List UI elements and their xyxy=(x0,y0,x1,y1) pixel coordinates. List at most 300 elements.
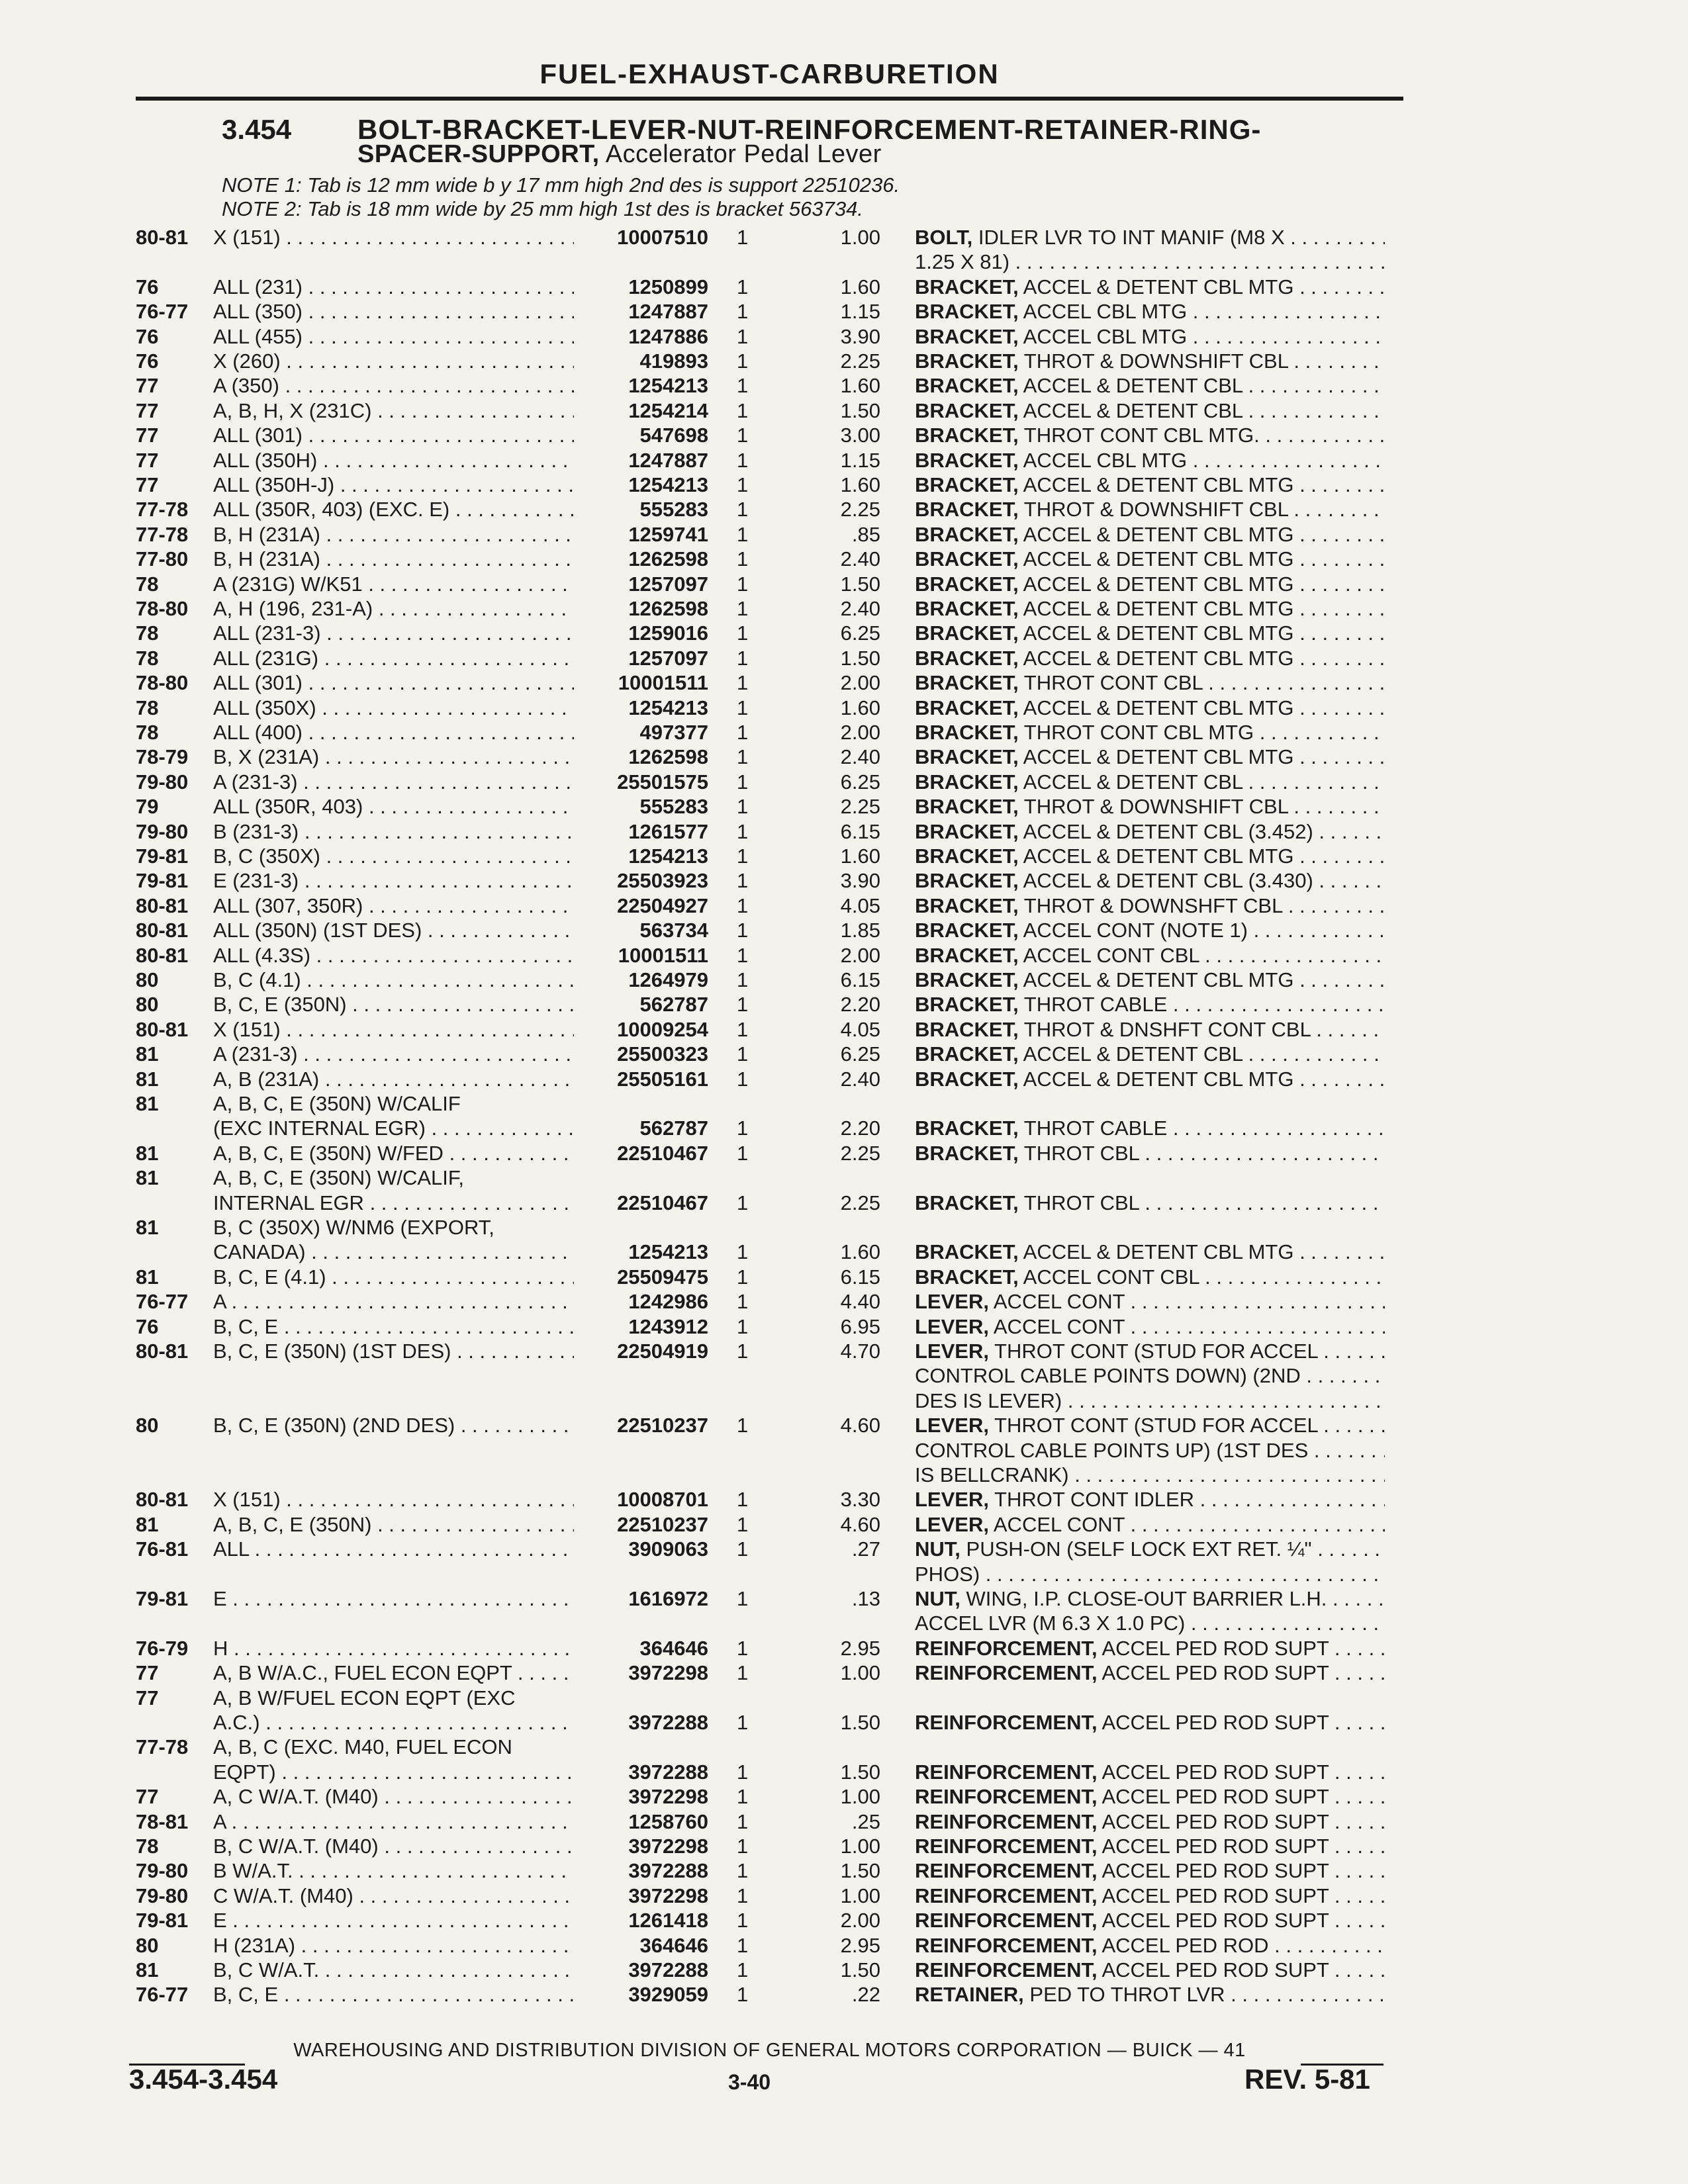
quantity-cell: 1 xyxy=(737,1488,749,1512)
description-part-name: BRACKET, xyxy=(915,324,1019,348)
year-cell: 79-80 xyxy=(136,770,189,794)
description-cell xyxy=(915,324,1385,349)
table-row xyxy=(0,868,1688,893)
price-cell: 1.00 xyxy=(840,1785,880,1809)
description-text: ACCEL & DETENT CBL xyxy=(1023,374,1243,398)
quantity-cell: 1 xyxy=(737,1785,749,1809)
table-row xyxy=(0,299,1688,324)
description-text: ACCEL LVR (M 6.3 X 1.0 PC) xyxy=(915,1612,1186,1635)
description-cell xyxy=(915,1339,1385,1364)
description-cell xyxy=(915,1834,1385,1859)
price-cell: 1.60 xyxy=(840,275,880,298)
description-text: ACCEL CBL MTG xyxy=(1023,300,1188,324)
part-number-cell: 497377 xyxy=(639,721,708,744)
description-cell xyxy=(915,1858,1385,1884)
model-cell: A . . . xyxy=(213,1809,574,1835)
description-part-name: BRACKET, xyxy=(915,696,1019,719)
description-part-name: BRACKET, xyxy=(915,1017,1019,1041)
part-number-cell: 364646 xyxy=(639,1636,708,1660)
description-text: ACCEL & DETENT CBL xyxy=(1023,1042,1243,1066)
model-cell: A, B (231A) . . . xyxy=(213,1067,574,1092)
description-part-name: BRACKET, xyxy=(915,1141,1019,1165)
part-number-cell: 25501575 xyxy=(617,770,708,794)
table-row xyxy=(0,1686,1688,1711)
table-row xyxy=(0,1314,1688,1340)
model-cell: A, B W/FUEL ECON EQPT (EXC xyxy=(213,1686,516,1709)
price-cell: 2.95 xyxy=(840,1636,880,1660)
quantity-cell: 1 xyxy=(737,1983,749,2007)
table-row xyxy=(0,1042,1688,1067)
part-number-cell: 3972288 xyxy=(628,1711,708,1734)
year-cell: 81 xyxy=(136,1092,159,1115)
part-number-cell: 1247887 xyxy=(628,448,708,472)
model-cell: A . . . xyxy=(213,1289,574,1314)
quantity-cell: 1 xyxy=(737,1290,749,1314)
part-number-cell: 562787 xyxy=(639,1116,708,1140)
description-part-name: BRACKET, xyxy=(915,473,1019,496)
description-part-name: BRACKET, xyxy=(915,597,1019,620)
year-cell: 80-81 xyxy=(136,1340,189,1363)
table-row xyxy=(0,324,1688,349)
price-cell: 2.00 xyxy=(840,721,880,744)
model-cell: X (151) . . . xyxy=(213,1487,574,1512)
description-part-name: BRACKET, xyxy=(915,1042,1019,1066)
description-cell xyxy=(915,1958,1385,1983)
table-row xyxy=(0,968,1688,993)
description-text: ACCEL PED ROD SUPT xyxy=(1102,1958,1329,1981)
table-row xyxy=(0,1908,1688,1933)
description-cell xyxy=(915,473,1385,498)
description-cell xyxy=(915,1463,1385,1488)
model-cell: E (231-3) . . . xyxy=(213,868,574,893)
price-cell: 6.25 xyxy=(840,621,880,645)
description-cell xyxy=(915,1191,1385,1216)
year-cell: 80-81 xyxy=(136,226,189,249)
description-part-name: BRACKET, xyxy=(915,547,1019,571)
quantity-cell: 1 xyxy=(737,1191,749,1214)
year-cell: 78-80 xyxy=(136,671,189,695)
table-row xyxy=(0,844,1688,869)
model-cell: (EXC INTERNAL EGR) . . . xyxy=(213,1116,574,1141)
year-cell: 80 xyxy=(136,1933,159,1957)
price-cell: 1.50 xyxy=(840,398,880,422)
table-row xyxy=(0,670,1688,696)
year-cell: 80 xyxy=(136,968,159,991)
quantity-cell: 1 xyxy=(737,819,749,843)
part-number-cell: 1262598 xyxy=(628,547,708,571)
price-cell: 1.50 xyxy=(840,1711,880,1734)
quantity-cell: 1 xyxy=(737,1017,749,1041)
year-cell: 77 xyxy=(136,424,159,447)
table-row xyxy=(0,1858,1688,1884)
model-cell: ALL (350) . . . xyxy=(213,299,574,324)
table-row xyxy=(0,1141,1688,1166)
price-cell: 6.15 xyxy=(840,1265,880,1289)
description-part-name: BRACKET, xyxy=(915,968,1019,991)
description-text: 1.25 X 81) xyxy=(915,250,1010,274)
model-cell: E . . . xyxy=(213,1908,574,1933)
year-cell: 78-79 xyxy=(136,745,189,769)
quantity-cell: 1 xyxy=(737,398,749,422)
description-part-name: REINFORCEMENT, xyxy=(915,1909,1098,1933)
description-cell xyxy=(915,299,1385,324)
part-number-cell: 10008701 xyxy=(617,1488,708,1512)
section-subtitle: Accelerator Pedal Lever xyxy=(605,140,882,168)
year-cell: 78-80 xyxy=(136,597,189,620)
quantity-cell: 1 xyxy=(737,1909,749,1933)
price-cell: 4.40 xyxy=(840,1290,880,1314)
price-cell: 2.25 xyxy=(840,498,880,522)
description-text: ACCEL & DETENT CBL MTG xyxy=(1023,696,1294,719)
table-row xyxy=(0,522,1688,547)
model-cell: B, C, E (350N) (2ND DES) . . . xyxy=(213,1413,574,1438)
quantity-cell: 1 xyxy=(737,448,749,472)
quantity-cell: 1 xyxy=(737,893,749,917)
table-row xyxy=(0,1191,1688,1216)
description-cell xyxy=(915,868,1385,893)
part-number-cell: 364646 xyxy=(639,1933,708,1957)
quantity-cell: 1 xyxy=(737,745,749,769)
price-cell: 6.15 xyxy=(840,968,880,991)
year-cell: 80-81 xyxy=(136,919,189,942)
price-cell: 1.50 xyxy=(840,1958,880,1981)
description-text: PHOS) xyxy=(915,1562,980,1586)
quantity-cell: 1 xyxy=(737,1265,749,1289)
description-cell xyxy=(915,745,1385,770)
quantity-cell: 1 xyxy=(737,374,749,398)
table-row xyxy=(0,1809,1688,1835)
model-cell: B (231-3) . . . xyxy=(213,819,574,844)
quantity-cell: 1 xyxy=(737,424,749,447)
description-text: ACCEL & DETENT CBL MTG xyxy=(1023,522,1294,546)
part-number-cell: 1616972 xyxy=(628,1587,708,1610)
price-cell: 2.00 xyxy=(840,943,880,967)
part-number-cell: 1254214 xyxy=(628,398,708,422)
quantity-cell: 1 xyxy=(737,770,749,794)
description-cell xyxy=(915,1908,1385,1933)
part-number-cell: 1254213 xyxy=(628,1240,708,1264)
description-cell xyxy=(915,819,1385,844)
model-cell: A, H (196, 231-A) . . . xyxy=(213,596,574,621)
quantity-cell: 1 xyxy=(737,943,749,967)
price-cell: 4.05 xyxy=(840,893,880,917)
quantity-cell: 1 xyxy=(737,1661,749,1685)
table-row xyxy=(0,373,1688,398)
table-row xyxy=(0,1017,1688,1042)
model-cell: ALL (350X) . . . xyxy=(213,696,574,721)
price-cell: 1.85 xyxy=(840,919,880,942)
part-number-cell: 3972298 xyxy=(628,1835,708,1858)
part-number-cell: 22510237 xyxy=(617,1414,708,1437)
description-cell xyxy=(915,1710,1385,1735)
description-part-name: REINFORCEMENT, xyxy=(915,1636,1098,1660)
price-cell: .25 xyxy=(851,1809,880,1833)
description-text: ACCEL PED ROD SUPT xyxy=(1102,1661,1329,1685)
part-number-cell: 1259741 xyxy=(628,522,708,546)
description-text: PUSH-ON (SELF LOCK EXT RET. ¼" xyxy=(966,1537,1312,1561)
part-number-cell: 547698 xyxy=(639,424,708,447)
price-cell: .13 xyxy=(851,1587,880,1610)
table-row xyxy=(0,473,1688,498)
price-cell: 1.60 xyxy=(840,844,880,868)
year-cell: 80-81 xyxy=(136,943,189,967)
model-cell: H (231A) . . . xyxy=(213,1933,574,1958)
year-cell: 77 xyxy=(136,1661,159,1685)
description-part-name: BRACKET, xyxy=(915,1240,1019,1264)
year-cell: 81 xyxy=(136,1216,159,1239)
price-cell: 1.00 xyxy=(840,1884,880,1907)
description-cell xyxy=(915,1240,1385,1265)
model-cell: EQPT) . . . xyxy=(213,1760,574,1785)
description-text: ACCEL PED ROD SUPT xyxy=(1102,1835,1329,1858)
description-part-name: BRACKET, xyxy=(915,919,1019,942)
year-cell: 76-77 xyxy=(136,1290,189,1314)
description-text: ACCEL & DETENT CBL MTG xyxy=(1023,745,1294,769)
model-cell: X (260) . . . xyxy=(213,349,574,374)
year-cell: 77 xyxy=(136,473,159,496)
year-cell: 77 xyxy=(136,1686,159,1709)
description-part-name: NUT, xyxy=(915,1537,961,1561)
description-cell xyxy=(915,275,1385,300)
model-cell: ALL (350N) (1ST DES) . . . xyxy=(213,918,574,943)
price-cell: 2.95 xyxy=(840,1933,880,1957)
part-number-cell: 1242986 xyxy=(628,1290,708,1314)
table-row xyxy=(0,1562,1688,1587)
section-title-line2 xyxy=(357,140,882,169)
description-text: ACCEL CBL MTG xyxy=(1023,448,1188,472)
description-text: ACCEL & DETENT CBL (3.430) xyxy=(1023,869,1313,893)
description-cell xyxy=(915,1809,1385,1835)
description-part-name: BRACKET, xyxy=(915,572,1019,596)
description-cell xyxy=(915,1289,1385,1314)
table-row xyxy=(0,943,1688,968)
year-cell: 78-81 xyxy=(136,1809,189,1833)
description-cell xyxy=(915,770,1385,795)
year-cell: 77-78 xyxy=(136,498,189,522)
price-cell: 1.50 xyxy=(840,646,880,670)
part-number-cell: 1261577 xyxy=(628,819,708,843)
section-number: 3.454 xyxy=(222,114,292,145)
price-cell: 3.00 xyxy=(840,424,880,447)
description-text: THROT & DNSHFT CONT CBL xyxy=(1023,1017,1311,1041)
table-row xyxy=(0,1289,1688,1314)
table-row xyxy=(0,646,1688,671)
description-part-name: BRACKET, xyxy=(915,795,1019,819)
description-text: ACCEL & DETENT CBL MTG xyxy=(1023,275,1294,298)
description-part-name: LEVER, xyxy=(915,1314,989,1338)
quantity-cell: 1 xyxy=(737,300,749,324)
part-number-cell: 555283 xyxy=(639,795,708,819)
description-text: DES IS LEVER) xyxy=(915,1388,1062,1412)
description-text: ACCEL & DETENT CBL MTG xyxy=(1023,1067,1294,1091)
part-number-cell: 1254213 xyxy=(628,374,708,398)
table-row xyxy=(0,1661,1688,1686)
model-cell: ALL (301) . . . xyxy=(213,670,574,696)
section-title-line1: BOLT-BRACKET-LEVER-NUT-REINFORCEMENT-RETAINER-RING- xyxy=(357,114,1262,145)
part-number-cell: 25500323 xyxy=(617,1042,708,1066)
part-number-cell: 1254213 xyxy=(628,844,708,868)
description-cell xyxy=(915,572,1385,597)
price-cell: 2.40 xyxy=(840,597,880,620)
description-cell xyxy=(915,844,1385,869)
quantity-cell: 1 xyxy=(737,1809,749,1833)
model-cell: A, B, C, E (350N) W/CALIF xyxy=(213,1092,461,1115)
description-text: THROT & DOWNSHIFT CBL xyxy=(1023,498,1288,522)
part-number-cell: 1264979 xyxy=(628,968,708,991)
year-cell: 77 xyxy=(136,374,159,398)
description-part-name: REINFORCEMENT, xyxy=(915,1884,1098,1907)
part-number-cell: 3972298 xyxy=(628,1661,708,1685)
model-cell: X (151) . . . xyxy=(213,1017,574,1042)
quantity-cell: 1 xyxy=(737,869,749,893)
price-cell: 1.15 xyxy=(840,300,880,324)
description-text: ACCEL & DETENT CBL MTG xyxy=(1023,844,1294,868)
table-row xyxy=(0,1265,1688,1290)
description-text: ACCEL & DETENT CBL MTG xyxy=(1023,1240,1294,1264)
description-text: ACCEL & DETENT CBL xyxy=(1023,398,1243,422)
table-row xyxy=(0,1611,1688,1636)
description-part-name: BRACKET, xyxy=(915,993,1019,1017)
model-cell: ALL . . . xyxy=(213,1537,574,1562)
table-row xyxy=(0,1091,1688,1116)
year-cell: 79-80 xyxy=(136,1859,189,1883)
description-cell xyxy=(915,1760,1385,1785)
part-number-cell: 22504927 xyxy=(617,893,708,917)
price-cell: 1.60 xyxy=(840,1240,880,1264)
part-number-cell: 10001511 xyxy=(618,943,708,967)
part-number-cell: 22510237 xyxy=(617,1512,708,1536)
table-row xyxy=(0,1339,1688,1364)
table-row xyxy=(0,621,1688,646)
table-row xyxy=(0,720,1688,745)
description-part-name: REINFORCEMENT, xyxy=(915,1711,1098,1734)
description-text: THROT CONT IDLER xyxy=(994,1488,1195,1512)
footer-division-line: WAREHOUSING AND DISTRIBUTION DIVISION OF GENERAL MOTORS CORPORATION — BUICK — 41 xyxy=(293,2040,1246,2061)
quantity-cell: 1 xyxy=(737,275,749,298)
quantity-cell: 1 xyxy=(737,1340,749,1363)
price-cell: 2.25 xyxy=(840,1141,880,1165)
model-cell: A, B, C, E (350N) W/CALIF, xyxy=(213,1166,464,1190)
description-part-name: REINFORCEMENT, xyxy=(915,1760,1098,1784)
description-part-name: REINFORCEMENT, xyxy=(915,1933,1098,1957)
description-part-name: BRACKET, xyxy=(915,448,1019,472)
year-cell: 80-81 xyxy=(136,1017,189,1041)
description-text: THROT CBL xyxy=(1023,1191,1139,1214)
description-text: ACCEL CONT xyxy=(993,1314,1125,1338)
description-cell xyxy=(915,1116,1385,1141)
year-cell: 79-80 xyxy=(136,1884,189,1907)
description-text: PED TO THROT LVR xyxy=(1029,1983,1225,2007)
description-text: ACCEL & DETENT CBL (3.452) xyxy=(1023,819,1313,843)
quantity-cell: 1 xyxy=(737,597,749,620)
model-cell: ALL (307, 350R) . . . xyxy=(213,893,574,919)
year-cell: 81 xyxy=(136,1042,159,1066)
description-part-name: BRACKET, xyxy=(915,398,1019,422)
description-cell xyxy=(915,1363,1385,1388)
description-text: THROT CONT CBL MTG xyxy=(1023,721,1254,744)
table-row xyxy=(0,275,1688,300)
quantity-cell: 1 xyxy=(737,696,749,719)
price-cell: 2.40 xyxy=(840,547,880,571)
year-cell: 81 xyxy=(136,1265,159,1289)
part-number-cell: 1254213 xyxy=(628,473,708,496)
table-row xyxy=(0,398,1688,424)
year-cell: 77 xyxy=(136,1785,159,1809)
model-cell: E . . . xyxy=(213,1586,574,1612)
price-cell: 6.15 xyxy=(840,819,880,843)
year-cell: 77 xyxy=(136,448,159,472)
model-cell: B, C, E . . . xyxy=(213,1982,574,2007)
quantity-cell: 1 xyxy=(737,1958,749,1981)
part-number-cell: 22504919 xyxy=(617,1340,708,1363)
quantity-cell: 1 xyxy=(737,1711,749,1734)
model-cell: H . . . xyxy=(213,1636,574,1661)
price-cell: 3.30 xyxy=(840,1488,880,1512)
model-cell: B, C, E (350N) (1ST DES) . . . xyxy=(213,1339,574,1364)
description-part-name: BRACKET, xyxy=(915,275,1019,298)
year-cell: 78 xyxy=(136,621,159,645)
quantity-cell: 1 xyxy=(737,1414,749,1437)
table-row xyxy=(0,1537,1688,1562)
description-part-name: BRACKET, xyxy=(915,1067,1019,1091)
description-text: CONTROL CABLE POINTS DOWN) (2ND xyxy=(915,1364,1301,1388)
table-row xyxy=(0,423,1688,448)
description-text: WING, I.P. CLOSE-OUT BARRIER L.H. xyxy=(966,1587,1327,1610)
year-cell: 81 xyxy=(136,1166,159,1190)
part-number-cell: 1257097 xyxy=(628,572,708,596)
description-cell xyxy=(915,349,1385,374)
model-cell: ALL (350H) . . . xyxy=(213,448,574,473)
model-cell: A, B, C, E (350N) . . . xyxy=(213,1512,574,1537)
year-cell: 79-81 xyxy=(136,844,189,868)
model-cell: A, C W/A.T. (M40) . . . xyxy=(213,1784,574,1809)
description-cell xyxy=(915,1413,1385,1438)
price-cell: 2.25 xyxy=(840,795,880,819)
description-cell xyxy=(915,225,1385,250)
table-row xyxy=(0,1388,1688,1414)
page-header xyxy=(136,58,1403,101)
description-part-name: REINFORCEMENT, xyxy=(915,1859,1098,1883)
year-cell: 80 xyxy=(136,993,159,1017)
description-text: ACCEL CBL MTG xyxy=(1023,324,1188,348)
year-cell: 77-80 xyxy=(136,547,189,571)
description-text: ACCEL PED ROD SUPT xyxy=(1102,1884,1329,1907)
description-text: ACCEL CONT CBL xyxy=(1023,1265,1199,1289)
table-row xyxy=(0,1933,1688,1958)
part-number-cell: 1258760 xyxy=(628,1809,708,1833)
year-cell: 79-80 xyxy=(136,819,189,843)
part-number-cell: 25505161 xyxy=(617,1067,708,1091)
year-cell: 79-81 xyxy=(136,869,189,893)
quantity-cell: 1 xyxy=(737,498,749,522)
description-cell xyxy=(915,547,1385,572)
description-part-name: BRACKET, xyxy=(915,1191,1019,1214)
quantity-cell: 1 xyxy=(737,1314,749,1338)
header-rule xyxy=(136,99,1403,101)
part-number-cell: 3929059 xyxy=(628,1983,708,2007)
model-cell: ALL (455) . . . xyxy=(213,324,574,349)
part-number-cell: 22510467 xyxy=(617,1141,708,1165)
part-number-cell: 10007510 xyxy=(617,226,708,249)
section-title-line2-bold: SPACER-SUPPORT, xyxy=(357,140,600,168)
year-cell: 76 xyxy=(136,275,159,298)
quantity-cell: 1 xyxy=(737,671,749,695)
table-row xyxy=(0,918,1688,943)
quantity-cell: 1 xyxy=(737,919,749,942)
year-cell: 80-81 xyxy=(136,893,189,917)
year-cell: 78 xyxy=(136,721,159,744)
model-cell: ALL (350R, 403) (EXC. E) . . . xyxy=(213,497,574,522)
